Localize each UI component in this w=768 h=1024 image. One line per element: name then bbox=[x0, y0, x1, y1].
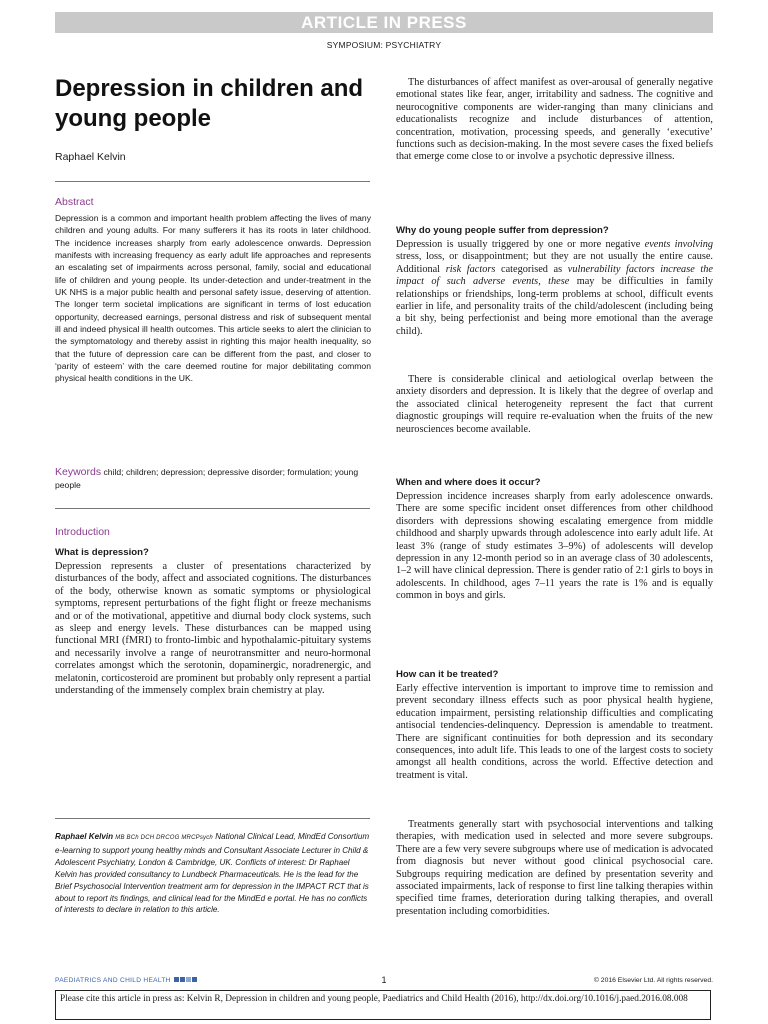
article-title: Depression in children and young people bbox=[55, 75, 364, 132]
why-emphasis: vulnerability factors increase the impact of such adverse events, these bbox=[396, 263, 714, 288]
section-label: SYMPOSIUM: PSYCHIATRY bbox=[326, 40, 442, 50]
journal-footer bbox=[55, 977, 197, 984]
keywords-line bbox=[55, 466, 371, 491]
when-paragraph: Depression incidence increases sharply from early adolescence onwards. There are some specific incident onset differences from other childhood disorders with depressions showing escalating emergence from middle childhood and sharply upwards through adolescence into early adult life. At least 3% (range of study estimates 3–9%) of adolescents will develop depression in any 12-month period so in an average class of 30 adolescents, 1–2 will have clinical depression. There is gender ratio of 2:1 girls to boys in adolescents. In childhood, ages 7–11 years the rate is 1% and is equally common in boys and girls. bbox=[396, 491, 713, 602]
divider bbox=[55, 508, 370, 509]
abstract-heading: Abstract bbox=[55, 196, 94, 208]
why-text: Depression is usually triggered by one or more negative bbox=[396, 239, 645, 250]
journal-mark-icon bbox=[186, 977, 191, 982]
introduction-heading: Introduction bbox=[55, 526, 110, 538]
bio-name: Raphael Kelvin bbox=[55, 832, 114, 841]
citation-box: Please cite this article in press as: Kelvin R, Depression in children and young people, Paediatrics and Child Health (2016), http://dx.doi.org/10.1016/j.paed.2016.08.008 bbox=[55, 990, 711, 1020]
why-emphasis: events involving bbox=[644, 239, 713, 250]
how-heading: How can it be treated? bbox=[396, 669, 499, 680]
affect-paragraph: The disturbances of affect manifest as over-arousal of generally negative emotional states like fear, anger, irritability and sadness. The cognitive and neurocognitive components are wider-ranging than many clinicians and educationalists recognize and include disturbances of attention, concentration, motivation, processing speeds, and generally ‘executive’ functions such as decision-making. In the most severe cases the fixed beliefs that emerge come close to or involve a psychotic depressive illness. bbox=[396, 77, 713, 163]
why-paragraph-2: There is considerable clinical and aetiological overlap between the anxiety disorders and depression. It is likely that the degree of overlap and the associated clinical heterogeneity represent the fact that current diagnostic groupings will require re-evaluation when the fruits of the new neurosciences become available. bbox=[396, 374, 713, 435]
what-is-depression-heading: What is depression? bbox=[55, 547, 149, 558]
why-heading: Why do young people suffer from depression? bbox=[396, 225, 609, 236]
keywords-label: Keywords bbox=[55, 466, 102, 478]
bio-credentials: MB BCh DCH DRCOG MRCPsych bbox=[115, 835, 213, 841]
how-paragraph-2: Treatments generally start with psychosocial interventions and talking therapies, with medication used in selected and more severe subgroups. There are a few very severe subgroups where use of medication is advocated from diagnosis but never without good clinical psychosocial care. Subgroups requiring medication are defined by presentation severity and associated impairments, lack of response to first line talking therapies within specified time frames, deterioration during talking therapies, and overall presentation including comorbidities. bbox=[396, 819, 713, 917]
journal-mark-icon bbox=[180, 977, 185, 982]
author-bio bbox=[55, 831, 371, 916]
journal-name: PAEDIATRICS AND CHILD HEALTH bbox=[55, 977, 171, 984]
author-name: Raphael Kelvin bbox=[55, 151, 126, 163]
why-text: stress, loss, or disappointment; but they are not usually the entire cause. Additional bbox=[396, 251, 713, 275]
when-heading: When and where does it occur? bbox=[396, 477, 541, 488]
why-text: may be difficulties in family relationships or friendships, long-term problems at school, difficult events earlier in life, and personality traits of the child/adolescent (including being a bit shy, being perfectionist and being more emotional than the average child). bbox=[396, 276, 713, 337]
what-is-depression-body: Depression represents a cluster of presentations characterized by disturbances of the body, affect and associated cognitions. The disturbances of the body, otherwise known as somatic symptoms or physiological symptoms, represent perturbations of the fight flight or freeze mechanisms and or of the motivational, appetitive and diurnal body clock systems, such as sleep and energy levels. These disturbances can be mapped using functional MRI (fMRI) to fronto-limbic and hypothalamic-pituitary systems and necessarily involve a range of neurotransmitter and neuro-hormonal correlates amongst which the serotonin, dopaminergic, noradrenergic, and melatonin, corticosteroid are prominent but probably only represent a partial understanding of the immensely complex brain chemistry at play. bbox=[55, 561, 371, 697]
journal-mark-icon bbox=[192, 977, 197, 982]
why-paragraph-1 bbox=[396, 239, 713, 338]
abstract-body: Depression is a common and important health problem affecting the lives of many children and young adults. For many sufferers it has its roots in later childhood. The incidence increases sharply from early adolescence onwards. Depression manifests with increasing frequency as early adult life approaches and represents an escalating set of impairments across personal, family, social and educational life of children and young people. Its under-detection and under-treatment in the UK NHS is a major public health and personal safety issue, deserving of attention. The longer term societal implications are significant in terms of lost education opportunity, decreased earnings, personal distress and risk of subsequent mental ill and indeed physical ill health outcomes. This article seeks to alert the clinician to the symptomatology and thereby assist in righting this major health inequality, so that the future of depression care can be different from the past, and closer to ‘parity of esteem’ with the care deemed routine for major debilitating common physical health conditions in the UK. bbox=[55, 213, 371, 384]
divider bbox=[55, 818, 370, 819]
divider bbox=[55, 181, 370, 182]
why-text: categorised as bbox=[495, 263, 568, 275]
page-number: 1 bbox=[381, 975, 387, 985]
copyright: © 2016 Elsevier Ltd. All rights reserved. bbox=[593, 977, 713, 984]
bio-text: National Clinical Lead, MindEd Consortium e-learning to support young healthy minds and Consultant Associate Lecturer in Child & Adolescent Psychiatry, London & Cambridge, UK. Conflicts of interest: Dr Raphael Kelvin has provided consultancy to Lundbeck Pharmaceuticals. He is the lead for the Brief Psychosocial Intervention treatment arm for depression in the IMPACT RCT that is about to report its findings, and clinical lead for the MindEd e portal. He has no conflicts of interests to declare in relation to this article. bbox=[55, 832, 370, 915]
journal-mark-icon bbox=[174, 977, 179, 982]
keywords-list: child; children; depression; depressive disorder; formulation; young people bbox=[55, 467, 359, 490]
how-paragraph-1: Early effective intervention is important to improve time to remission and prevent secondary illness effects such as poor physical health hygiene, education impairment, persisting relationship difficulties and complicating antisocial tendencies-delinquency. Depression is amendable to treatment. There are significant continuities for both depression and its secondary consequences, into adult life. This leads to one of the largest costs to society amongst all health conditions, across the world. Effective detection and treatment is vital. bbox=[396, 683, 713, 781]
why-emphasis: risk factors bbox=[445, 263, 496, 275]
article-in-press-banner: ARTICLE IN PRESS bbox=[55, 12, 713, 33]
